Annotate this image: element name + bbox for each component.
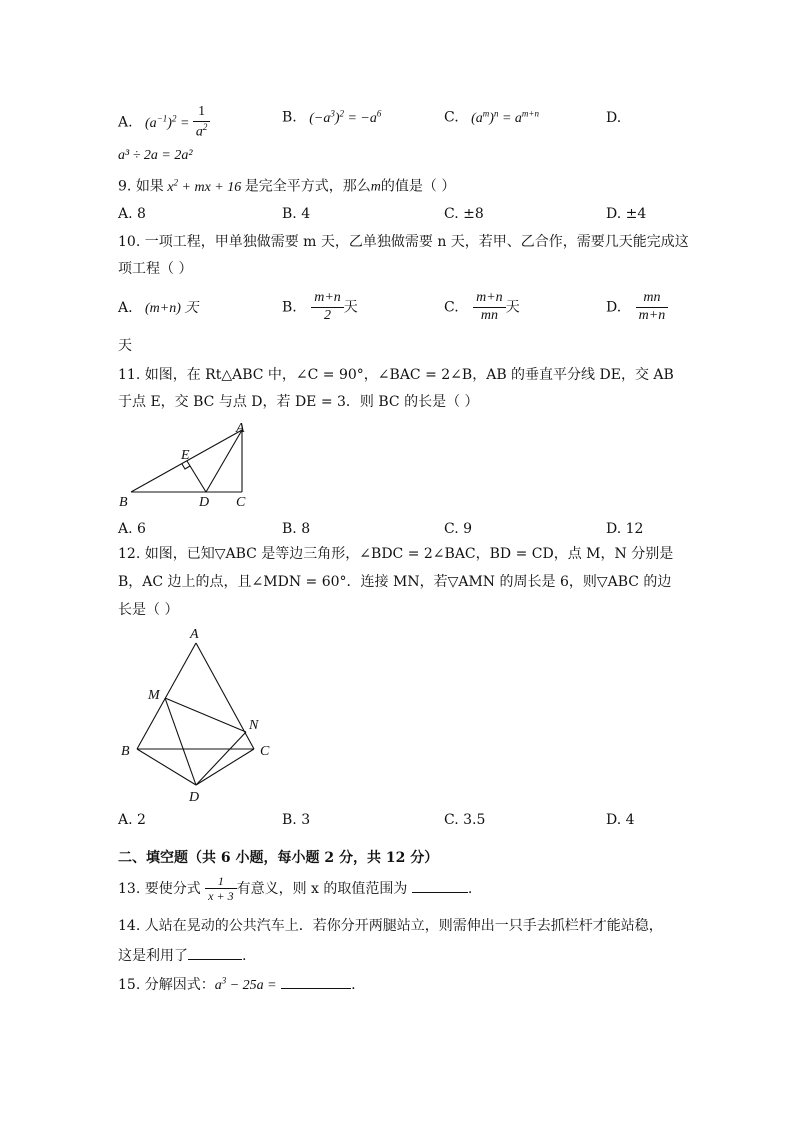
- q12-label-m: M: [148, 688, 160, 703]
- q11-label-d: D: [199, 495, 210, 510]
- q11-line2: 于点 E，交 BC 与点 D，若 DE = 3．则 BC 的长是（ ）: [118, 394, 479, 410]
- q15-end: .: [351, 977, 356, 993]
- q11-label-b: B: [119, 495, 128, 510]
- q12-label-d: D: [189, 790, 200, 805]
- q15-expr: $a^3 - 25a$ =: [214, 975, 277, 993]
- q12-label-c: C: [260, 744, 270, 759]
- q11-figure: [115, 418, 265, 512]
- q10-c-frac: $\frac{m+n}{mn}$: [473, 290, 506, 325]
- q9-text-pre: 如果: [135, 178, 164, 195]
- q10-option-d: [606, 290, 668, 325]
- q8-c-label: C.: [444, 109, 459, 126]
- q12-segment-md: [165, 698, 196, 785]
- q10-a-text: (m+n) 天: [145, 301, 199, 316]
- q8-a-label: A.: [118, 114, 133, 131]
- q15-answer-blank[interactable]: [281, 974, 351, 989]
- q10-option-a: [118, 300, 198, 318]
- q12-label-a: A: [190, 627, 199, 642]
- q15-question: [118, 974, 356, 995]
- q9-expr: $x^2$ + mx + 16: [163, 177, 245, 195]
- q15-pre: 15. 分解因式：: [118, 977, 215, 993]
- q9-question: [118, 177, 455, 196]
- q11-label-a: A: [236, 421, 245, 436]
- q14-answer-blank[interactable]: [188, 945, 242, 960]
- q12-line3: 长是（ ）: [118, 602, 179, 618]
- q8-option-d-label: D.: [606, 110, 622, 126]
- q13-post: 有意义，则 x 的取值范围为: [236, 880, 408, 897]
- q13-question: [118, 874, 472, 904]
- q8-a-expr: $(a^{-1})^2$ =: [145, 112, 193, 131]
- section-2-heading: 二、填空题（共 6 小题，每小题 2 分，共 12 分）: [118, 850, 439, 866]
- q10-b-unit: 天: [343, 299, 358, 316]
- q12-option-b: B. 3: [282, 812, 311, 828]
- q8-option-c: [444, 108, 539, 127]
- q14-line2: [118, 945, 246, 965]
- q10-d-label: D.: [606, 299, 622, 316]
- q14-line1: 14. 人站在晃动的公共汽车上．若你分开两腿站立，则需伸出一只手去抓栏杆才能站稳，: [118, 918, 663, 934]
- q10-a-label: A.: [118, 300, 133, 316]
- q12-label-n: N: [249, 718, 259, 733]
- q12-line1: 12. 如图，已知▽ABC 是等边三角形，∠BDC = 2∠BAC，BD = CD，点 M，N 分别是: [118, 546, 674, 562]
- q13-end: .: [467, 880, 473, 897]
- q11-option-c: C. 9: [444, 521, 473, 537]
- q14-line2-text: 这是利用了: [118, 948, 188, 964]
- q9-text-end: 的值是（ ）: [380, 178, 456, 195]
- q12-segment-bd: [137, 749, 196, 785]
- q14-end: .: [242, 948, 247, 964]
- q10-c-label: C.: [444, 299, 459, 316]
- q12-figure: [115, 625, 285, 805]
- q12-segment-ab: [137, 643, 196, 749]
- q10-option-b: [282, 290, 358, 325]
- q10-d-unit: 天: [118, 338, 132, 354]
- q9-option-d: D. ±4: [606, 206, 647, 222]
- q8-option-a: [118, 104, 210, 141]
- q12-option-a: A. 2: [118, 812, 146, 828]
- q8-c-expr: $(a^m)^n = a^{m+n}$: [471, 108, 539, 126]
- q9-text-post: 是完全平方式，那么: [244, 178, 371, 195]
- q13-answer-blank[interactable]: [412, 878, 468, 893]
- q9-number: 9.: [118, 178, 132, 195]
- q8-option-d-expr: a³ ÷ 2a = 2a²: [118, 148, 193, 163]
- q9-option-b: B. 4: [282, 206, 311, 222]
- q11-option-d: D. 12: [606, 521, 644, 537]
- q9-option-a: A. 8: [118, 206, 146, 222]
- q10-b-frac: $\frac{m+n}{2}$: [311, 290, 344, 325]
- q11-segment-ed: [187, 461, 206, 492]
- q10-line2: 项工程（ ）: [118, 261, 193, 277]
- q10-line1: 10. 一项工程，甲单独做需要 m 天，乙单独做需要 n 天，若甲、乙合作，需要几天能完成这: [118, 234, 689, 250]
- q8-option-b: [282, 108, 381, 127]
- q13-pre: 13. 要使分式: [118, 880, 201, 897]
- q12-segment-mn: [165, 698, 246, 732]
- q10-c-unit: 天: [505, 299, 520, 316]
- q12-line2: B，AC 边上的点，且∠MDN = 60°．连接 MN，若▽AMN 的周长是 6，则▽ABC 的边: [118, 574, 672, 590]
- q11-line1: 11. 如图，在 Rt△ABC 中，∠C = 90°，∠BAC = 2∠B，AB 的垂直平分线 DE，交 AB: [118, 367, 674, 383]
- q11-option-a: A. 6: [118, 521, 146, 537]
- q10-option-c: [444, 290, 520, 325]
- q10-b-label: B.: [282, 299, 297, 316]
- q12-option-c: C. 3.5: [444, 812, 486, 828]
- q9-var: m: [370, 179, 381, 195]
- q11-option-b: B. 8: [282, 521, 311, 537]
- q11-label-c: C: [236, 495, 246, 510]
- q11-label-e: E: [181, 448, 190, 463]
- q12-label-b: B: [121, 744, 130, 759]
- q8-b-expr: $(-a^3)^2 = -a^6$: [309, 108, 382, 126]
- q10-d-frac: $\frac{mn}{m+n}$: [636, 290, 669, 325]
- q11-segment-ad: [206, 430, 242, 492]
- q8-b-label: B.: [282, 109, 297, 126]
- q13-frac: $\frac{1}{x + 3}$: [205, 874, 236, 904]
- q12-option-d: D. 4: [606, 812, 635, 828]
- q9-option-c: C. ±8: [444, 206, 484, 222]
- q8-a-frac: $\frac{1}{a^2}$: [193, 104, 211, 141]
